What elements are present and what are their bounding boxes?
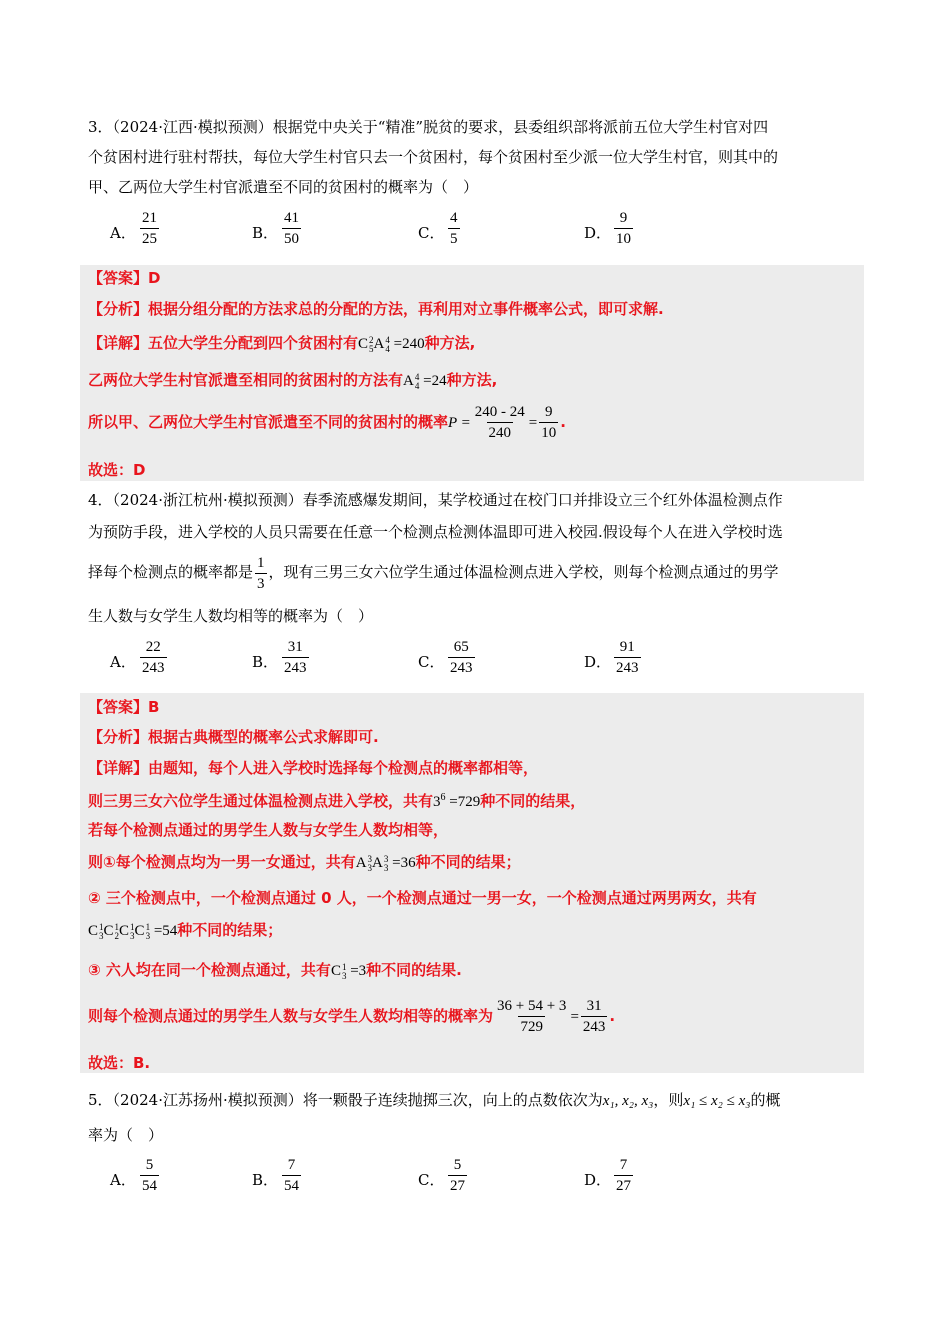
fraction: $\frac{65}{243}$ [450, 639, 473, 676]
q4-answer: 【答案】B [88, 698, 160, 716]
formula: C 1 3 =3 [330, 961, 367, 981]
fraction: $\frac{31}{243}$ [582, 998, 606, 1035]
q3-detail-3: 所以甲、乙两位大学生村官派遣至不同的贫困村的概率P = $\frac{240 - 24}{240}$ = $\frac{9}{10}$ . [88, 404, 566, 441]
fraction: $\frac{91}{243}$ [616, 639, 639, 676]
fraction: $\frac{7}{54}$ [284, 1157, 299, 1194]
fraction: $\frac{36 + 54 + 3}{729}$ [497, 998, 567, 1035]
fraction: $\frac{9}{10}$ [541, 404, 557, 441]
q4-line-2: 为预防手段，进入学校的人员只需要在任意一个检测点检测体温即可进入校园.假设每个人在进入学校时选 [88, 523, 783, 541]
q3-answer: 【答案】D [88, 269, 161, 287]
fraction: $\frac{240 - 24}{240}$ [474, 404, 525, 441]
q4-line-4: 生人数与女学生人数均相等的概率为（ ） [88, 607, 374, 625]
formula: C 2 5 A 4 4 =240 [358, 334, 425, 354]
q4-detail-3: 若每个检测点通过的男学生人数与女学生人数均相等， [88, 821, 449, 839]
fraction: $\frac{5}{54}$ [142, 1157, 157, 1194]
variables: x₁, x₂, x₃ [602, 1093, 654, 1109]
fraction: $\frac{21}{25}$ [142, 210, 157, 247]
q4-detail-6: C 1 3 C 1 2 C 1 3 C 1 3 =54种不同的结果； [88, 921, 283, 941]
q4-detail-8: 则每个检测点通过的男学生人数与女学生人数均相等的概率为 $\frac{36 + 54 + 3}{729}$ = $\frac{31}{243}$ . [88, 998, 616, 1035]
q4-detail-4: 则①每个检测点均为一男一女通过，共有A 3 3 A 3 3 =36种不同的结果； [88, 853, 521, 873]
q3-detail-2: 乙两位大学生村官派遣至相同的贫困村的方法有A 4 4 =24种方法, [88, 371, 498, 391]
fraction: $\frac{9}{10}$ [616, 210, 631, 247]
fraction: $\frac{22}{243}$ [142, 639, 165, 676]
q4-choose: 故选：B. [88, 1054, 151, 1072]
formula: A 4 4 =24 [403, 371, 447, 391]
q4-detail-2: 则三男三女六位学生通过体温检测点进入学校，共有$3^6 =729$种不同的结果， [88, 792, 586, 810]
q4-analysis: 【分析】根据古典概型的概率公式求解即可. [88, 728, 379, 746]
q4-detail-1: 【详解】由题知，每个人进入学校时选择每个检测点的概率都相等， [88, 759, 539, 777]
q5-options: A． $\frac{5}{54}$ B． $\frac{7}{54}$ C． $\frac{5}{27}$ D． $\frac{7}{27}$ [110, 1157, 631, 1194]
q4-detail-5: ② 三个检测点中，一个检测点通过 0 人，一个检测点通过一男一女，一个检测点通过两男两女，共有 [88, 889, 757, 907]
q5-line-1: 5．（2024·江苏扬州·模拟预测）将一颗骰子连续抛掷三次，向上的点数依次为x₁, x₂, x₃，则x₁ ≤ x₂ ≤ x₃的概 [88, 1091, 781, 1109]
q3-line-1: 3．（2024·江西·模拟预测）根据党中央关于“精准”脱贫的要求，县委组织部将派前五位大学生村官对四 [88, 118, 769, 136]
q5-line-2: 率为（ ） [88, 1126, 164, 1144]
q4-options: A． $\frac{22}{243}$ B． $\frac{31}{243}$ C． $\frac{65}{243}$ D． $\frac{91}{243}$ [110, 639, 639, 676]
q3-options: A． $\frac{21}{25}$ B． $\frac{41}{50}$ C． $\frac{4}{5}$ D． $\frac{9}{10}$ [110, 210, 631, 247]
q3-line-3: 甲、乙两位大学生村官派遣至不同的贫困村的概率为（ ） [88, 178, 479, 196]
fraction: $\frac{4}{5}$ [450, 210, 458, 247]
q4-line-1: 4．（2024·浙江杭州·模拟预测）春季流感爆发期间，某学校通过在校门口并排设立三个红外体温检测点作 [88, 491, 783, 509]
q4-line-3: 择每个检测点的概率都是 $\frac{1}{3}$ ，现有三男三女六位学生通过体温检测点进入学校，则每个检测点通过的男学 [88, 554, 779, 592]
formula: A 3 3 A 3 3 =36 [355, 853, 416, 873]
inequality: x₁ ≤ x₂ ≤ x₃ [683, 1093, 751, 1109]
formula: $3^6 =729$ [433, 792, 481, 810]
q4-detail-7: ③ 六人均在同一个检测点通过，共有C 1 3 =3种不同的结果. [88, 961, 462, 981]
q3-analysis: 【分析】根据分组分配的方法求总的分配的方法，再利用对立事件概率公式，即可求解. [88, 300, 664, 318]
fraction: $\frac{41}{50}$ [284, 210, 299, 247]
fraction: $\frac{5}{27}$ [450, 1157, 465, 1194]
q3-line-2: 个贫困村进行驻村帮扶，每位大学生村官只去一个贫困村，每个贫困村至少派一位大学生村官，则其中的 [88, 148, 779, 166]
fraction: $\frac{1}{3}$ [257, 554, 265, 592]
fraction: $\frac{31}{243}$ [284, 639, 307, 676]
q3-detail-1: 【详解】五位大学生分配到四个贫困村有C 2 5 A 4 4 =240种方法, [88, 334, 476, 354]
fraction: $\frac{7}{27}$ [616, 1157, 631, 1194]
formula: C 1 3 C 1 2 C 1 3 C 1 3 =54 [88, 921, 178, 941]
q3-choose: 故选：D [88, 461, 146, 479]
